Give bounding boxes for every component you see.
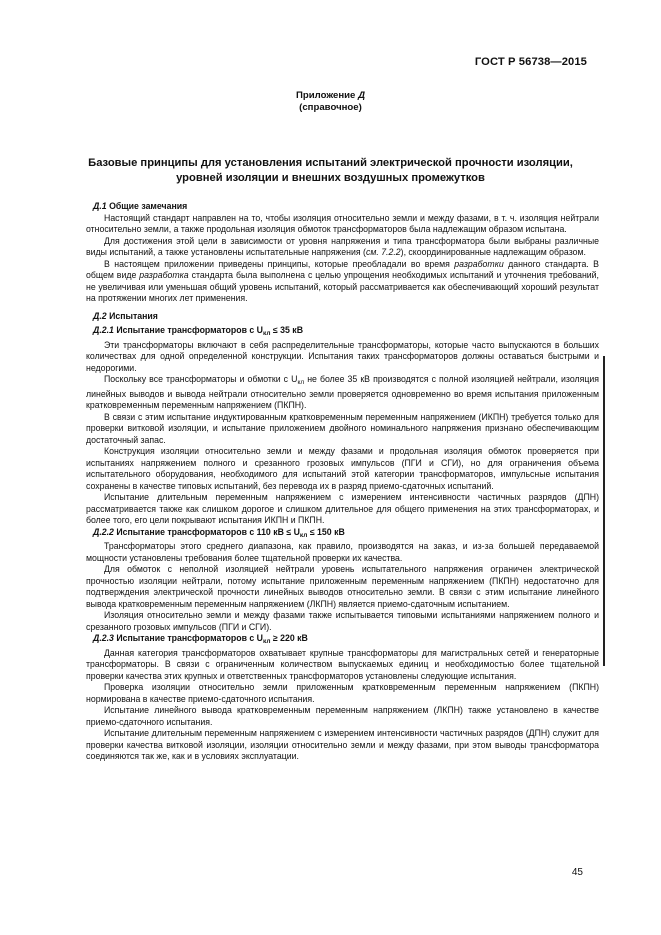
paragraph: Для достижения этой цели в зависимости от уровня напряжения и типа трансформатора были выбраны различные виды испытаний, а также установлены испытательные напряжения (см. 7.2.2), скоординированные надлежащим образом. — [86, 235, 599, 257]
subsection-heading-d21: Д.2.1 Испытание трансформаторов с $U_{кл} \le 35$ кВ — [93, 325, 304, 337]
paragraph: Поскольку все трансформаторы и обмотки с $U_{кл}$ не более 35 кВ производятся с полной изоляцией нейтрали, изоляция линейных выводов и вывода нейтрали относительно земли проверяется одновременно во время испытания приложенным кратковременным переменным напряжением (ПКПН). — [86, 374, 599, 410]
appendix-heading — [0, 90, 661, 114]
appendix-note: (справочное) — [299, 102, 362, 113]
appendix-title — [70, 156, 591, 186]
page-number: 45 — [571, 867, 583, 878]
paragraph: Настоящий стандарт направлен на то, чтобы изоляция относительно земли и между фазами, в т. ч. изоляция нейтрали относительно земли, а также продольная изоляция обмоток трансформаторов была надлежащим образом испытана. — [86, 212, 599, 234]
appendix-letter: Д — [358, 90, 365, 101]
paragraph: Испытание линейного вывода кратковременным переменным напряжением (ЛКПН) также установлено в качестве приемо-сдаточного испытания. — [86, 705, 599, 727]
cross-reference: см. 7.2.2 — [365, 247, 401, 257]
paragraph: В настоящем приложении приведены принципы, которые преобладали во время разработки данного стандарта. В общем виде разработка стандарта была выполнена с целью упрощения необходимых испытаний и уточнения требований, не увеличивая или уменьшая общий уровень испытаний, который рассматривается как обеспечивающий хороший результат на протяжении многих лет применения. — [86, 258, 599, 303]
paragraph: Испытание длительным переменным напряжением с измерением интенсивности частичных разрядов (ДПН) служит для проверки качества витковой изоляции, изоляции относительно земли и между фазами, при этом выводы трансформатора соединяются так же, как и в условиях эксплуатации. — [86, 728, 599, 761]
paragraph: В связи с этим испытание индуктированным кратковременным переменным напряжением (ИКПН) требуется только для проверки витковой изоляции, и испытание приложением двойного номинального напряжения признано обеспечивающим достаточный запас. — [86, 411, 599, 445]
title-line-1: Базовые принципы для установления испытаний электрической прочности изоляции, — [88, 157, 573, 169]
paragraph: Трансформаторы этого среднего диапазона, как правило, производятся на заказ, и из-за большей передаваемой мощности установлены требования более тщательной проверки их качества. — [86, 541, 599, 563]
appendix-label: Приложение — [295, 90, 356, 101]
subsection-heading-d23: Д.2.3 Испытание трансформаторов с $U_{кл} \ge 220$ кВ — [93, 633, 308, 645]
paragraph: Конструкция изоляции относительно земли и между фазами и продольная изоляция обмоток проверяется при испытаниях напряжением полного и срезанного грозовых импульсов (ПГИ и СГИ), но для ограничения объема испытательного оборудования, необходимого для испытаний этой категории трансформаторов, импульсные испытания сохранены в качестве типовых испытаний, без перевода их в разряд приемо-сдаточных испытаний. — [86, 446, 599, 491]
section-heading-d1: Д.1 Общие замечания — [93, 201, 188, 211]
standard-number: ГОСТ Р 56738—2015 — [474, 56, 587, 68]
subsection-heading-d22: Д.2.2 Испытание трансформаторов с 110 кВ ≤ $U_{кл} \le 150$ кВ — [93, 526, 345, 539]
title-line-2: уровней изоляции и внешних воздушных промежутков — [176, 172, 485, 184]
section-heading-d2: Д.2 Испытания — [93, 310, 158, 321]
paragraph: Данная категория трансформаторов охватывает крупные трансформаторы для магистральных сетей и генераторные трансформаторы. В связи с ограниченным количеством выпускаемых единиц и необходимостью более тщательной проверки качества этих крупных и ответственных трансформаторов установлены следующие испытания. — [86, 647, 599, 681]
document-body — [86, 201, 599, 763]
change-bar — [603, 356, 605, 666]
paragraph: Изоляция относительно земли и между фазами также испытывается типовыми испытаниями напряжением полного и срезанного грозовых импульсов (ПГИ и СГИ). — [86, 610, 599, 632]
paragraph: Эти трансформаторы включают в себя распределительные трансформаторы, которые часто выпускаются в больших количествах для одной определенной конструкции. Испытания таких трансформаторов должны оставаться быстрыми и недорогими. — [86, 339, 599, 373]
paragraph: Для обмоток с неполной изоляцией нейтрали уровень испытательного напряжения ограничен электрической прочностью изоляции нейтрали, потому испытание приложенным переменным напряжением (ПКПН) недостаточно для подтверждения электрической прочности линейных выводов относительно земли. В связи с этим испытание линейного вывода кратковременным переменным напряжением (ЛКПН) является приемо-сдаточным испытанием. — [86, 564, 599, 609]
paragraph: Проверка изоляции относительно земли приложенным кратковременным переменным напряжением (ПКПН) нормирована в качестве приемо-сдаточного испытания. — [86, 682, 599, 704]
paragraph: Испытание длительным переменным напряжением с измерением интенсивности частичных разрядов (ДПН) рассматривается также как слишком дорогое и слишком длительное для общего применения на этих трансформаторах, и более того, его цели покрывают испытания ИКПН и ПКПН. — [86, 492, 599, 525]
